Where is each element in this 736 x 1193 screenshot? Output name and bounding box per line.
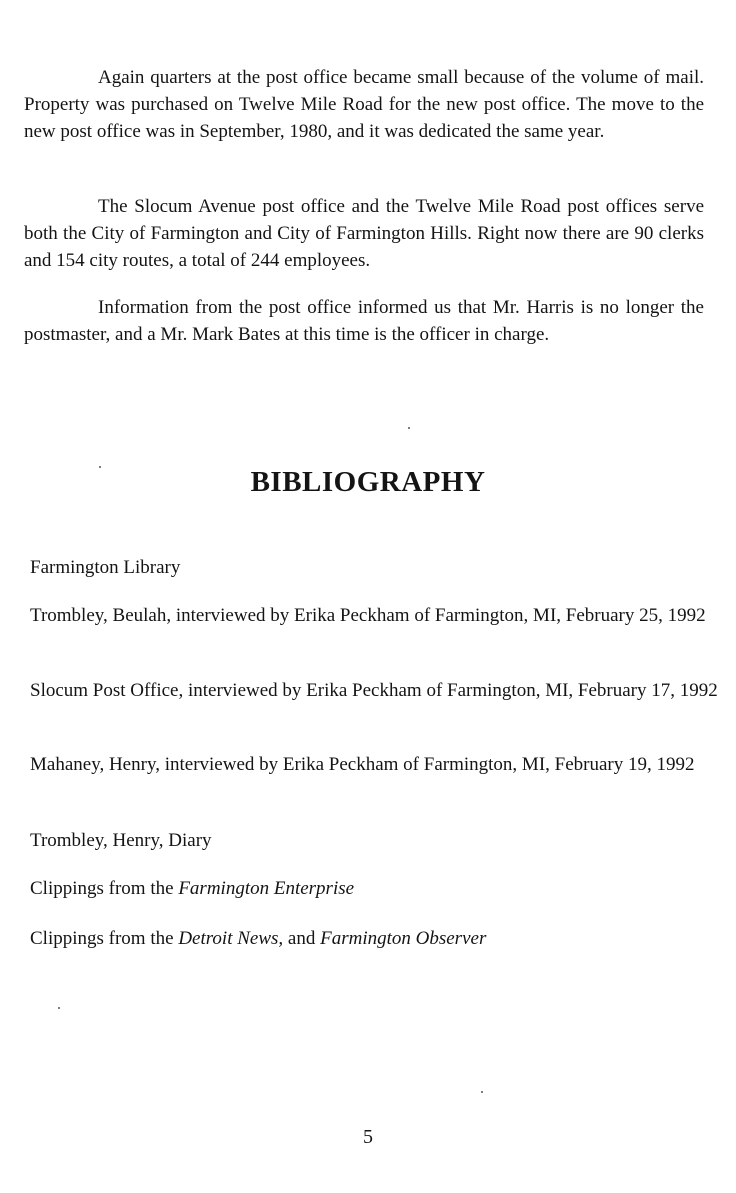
bibliography-entry: Slocum Post Office, interviewed by Erika Peckham of Farmington, MI, February 17, 1992 (30, 680, 718, 701)
publication-title: Farmington Observer (320, 928, 487, 949)
bibliography-entry (30, 927, 720, 951)
bibliography-entry: Farmington Library (30, 557, 181, 578)
entry-text: Clippings from the (30, 878, 179, 899)
bibliography-entry: Trombley, Henry, Diary (30, 830, 212, 851)
scan-speck (58, 1007, 60, 1009)
body-paragraph: The Slocum Avenue post office and the Twelve Mile Road post offices serve both the City of Farmington and City of Farmington Hills. Right now there are 90 clerks and 154 city routes, a total of 244 employees. (24, 196, 704, 271)
page-number: 5 (363, 1126, 373, 1148)
body-paragraph: Information from the post office informed us that Mr. Harris is no longer the postmaster, and a Mr. Mark Bates at this time is the officer in charge. (24, 297, 704, 345)
bibliography-entry: Trombley, Beulah, interviewed by Erika Peckham of Farmington, MI, February 25, 1992 (30, 605, 706, 626)
entry-text: and (283, 928, 321, 949)
entry-text: Clippings from the (30, 928, 179, 949)
body-paragraph: Again quarters at the post office became small because of the volume of mail. Property was purchased on Twelve Mile Road for the new post office. The move to the new post office was in September, 1980, and it was dedicated the same year. (24, 67, 704, 142)
bibliography-entry (30, 877, 720, 901)
scan-speck (408, 427, 410, 429)
publication-title: Detroit News, (178, 928, 284, 949)
scan-speck (99, 466, 101, 468)
bibliography-heading: BIBLIOGRAPHY (250, 466, 486, 498)
publication-title: Farmington Enterprise (178, 878, 355, 899)
scan-speck (481, 1091, 483, 1093)
bibliography-entry: Mahaney, Henry, interviewed by Erika Peckham of Farmington, MI, February 19, 1992 (30, 754, 695, 775)
